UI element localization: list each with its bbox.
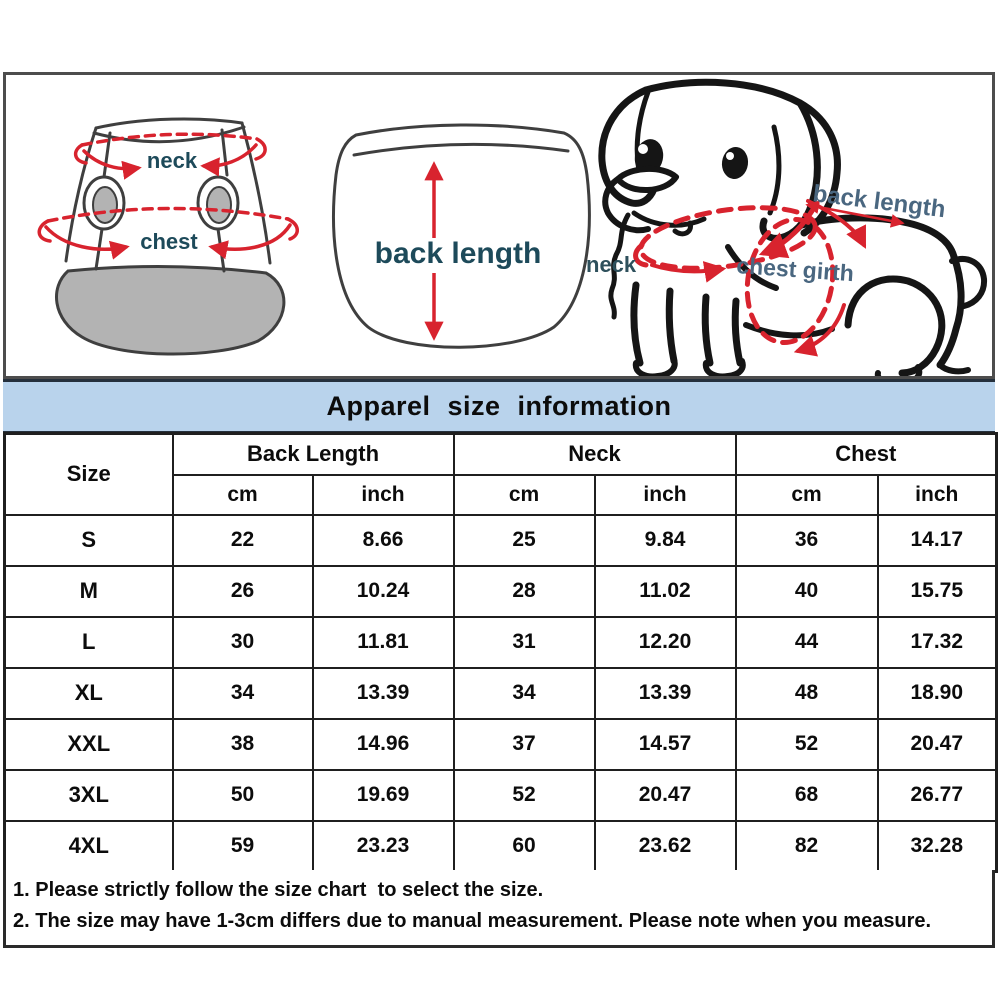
value-cell: 19.69 bbox=[313, 770, 454, 821]
value-cell: 14.96 bbox=[313, 719, 454, 770]
size-table-body bbox=[5, 515, 997, 872]
note-line-2: 2. The size may have 1-3cm differs due to manual measurement. Please note when you measure. bbox=[13, 910, 932, 932]
dog-chest-girth-label: chest girth bbox=[735, 252, 855, 287]
value-cell: 23.23 bbox=[313, 821, 454, 872]
value-cell: 23.62 bbox=[595, 821, 736, 872]
value-cell: 26 bbox=[173, 566, 313, 617]
value-cell: 11.81 bbox=[313, 617, 454, 668]
value-cell: 60 bbox=[454, 821, 595, 872]
measurement-illustrations bbox=[3, 72, 995, 379]
value-cell: 28 bbox=[454, 566, 595, 617]
value-cell: 14.17 bbox=[878, 515, 997, 566]
size-cell: S bbox=[5, 515, 173, 566]
header-chest-inch: inch bbox=[878, 475, 997, 515]
size-cell: L bbox=[5, 617, 173, 668]
size-cell: M bbox=[5, 566, 173, 617]
value-cell: 25 bbox=[454, 515, 595, 566]
header-back-length-inch: inch bbox=[313, 475, 454, 515]
value-cell: 13.39 bbox=[313, 668, 454, 719]
size-cell: XL bbox=[5, 668, 173, 719]
value-cell: 10.24 bbox=[313, 566, 454, 617]
value-cell: 8.66 bbox=[313, 515, 454, 566]
table-row bbox=[5, 821, 997, 872]
table-row bbox=[5, 566, 997, 617]
value-cell: 22 bbox=[173, 515, 313, 566]
table-row bbox=[5, 668, 997, 719]
table-title: Apparel size information bbox=[326, 391, 672, 421]
value-cell: 14.57 bbox=[595, 719, 736, 770]
table-title-bar bbox=[3, 379, 995, 432]
size-table bbox=[3, 432, 998, 873]
table-row bbox=[5, 515, 997, 566]
dog-back-length-label: back length bbox=[811, 180, 947, 224]
size-cell: XXL bbox=[5, 719, 173, 770]
value-cell: 12.20 bbox=[595, 617, 736, 668]
value-cell: 18.90 bbox=[878, 668, 997, 719]
value-cell: 31 bbox=[454, 617, 595, 668]
value-cell: 34 bbox=[454, 668, 595, 719]
header-neck: Neck bbox=[454, 434, 736, 475]
table-row bbox=[5, 617, 997, 668]
back-garment-back-length-label: back length bbox=[374, 237, 542, 270]
value-cell: 13.39 bbox=[595, 668, 736, 719]
table-row bbox=[5, 719, 997, 770]
illustrations-svg bbox=[6, 75, 992, 376]
notes-box bbox=[3, 870, 995, 948]
value-cell: 9.84 bbox=[595, 515, 736, 566]
value-cell: 48 bbox=[736, 668, 878, 719]
value-cell: 20.47 bbox=[595, 770, 736, 821]
value-cell: 44 bbox=[736, 617, 878, 668]
size-table-header bbox=[5, 434, 997, 515]
value-cell: 37 bbox=[454, 719, 595, 770]
value-cell: 52 bbox=[736, 719, 878, 770]
header-back-length-cm: cm bbox=[173, 475, 313, 515]
value-cell: 59 bbox=[173, 821, 313, 872]
header-size: Size bbox=[5, 434, 173, 515]
value-cell: 36 bbox=[736, 515, 878, 566]
size-cell: 4XL bbox=[5, 821, 173, 872]
header-chest: Chest bbox=[736, 434, 997, 475]
table-row bbox=[5, 770, 997, 821]
value-cell: 40 bbox=[736, 566, 878, 617]
header-neck-cm: cm bbox=[454, 475, 595, 515]
value-cell: 34 bbox=[173, 668, 313, 719]
value-cell: 38 bbox=[173, 719, 313, 770]
header-back-length: Back Length bbox=[173, 434, 454, 475]
note-line-1: 1. Please strictly follow the size chart to select the size. bbox=[13, 879, 544, 901]
value-cell: 32.28 bbox=[878, 821, 997, 872]
value-cell: 30 bbox=[173, 617, 313, 668]
value-cell: 11.02 bbox=[595, 566, 736, 617]
value-cell: 15.75 bbox=[878, 566, 997, 617]
value-cell: 17.32 bbox=[878, 617, 997, 668]
value-cell: 68 bbox=[736, 770, 878, 821]
value-cell: 52 bbox=[454, 770, 595, 821]
front-garment-neck-label: neck bbox=[146, 148, 198, 173]
value-cell: 82 bbox=[736, 821, 878, 872]
header-neck-inch: inch bbox=[595, 475, 736, 515]
header-chest-cm: cm bbox=[736, 475, 878, 515]
value-cell: 20.47 bbox=[878, 719, 997, 770]
size-cell: 3XL bbox=[5, 770, 173, 821]
value-cell: 50 bbox=[173, 770, 313, 821]
value-cell: 26.77 bbox=[878, 770, 997, 821]
dog-neck-label: neck bbox=[586, 252, 637, 277]
front-garment-chest-label: chest bbox=[140, 229, 198, 254]
